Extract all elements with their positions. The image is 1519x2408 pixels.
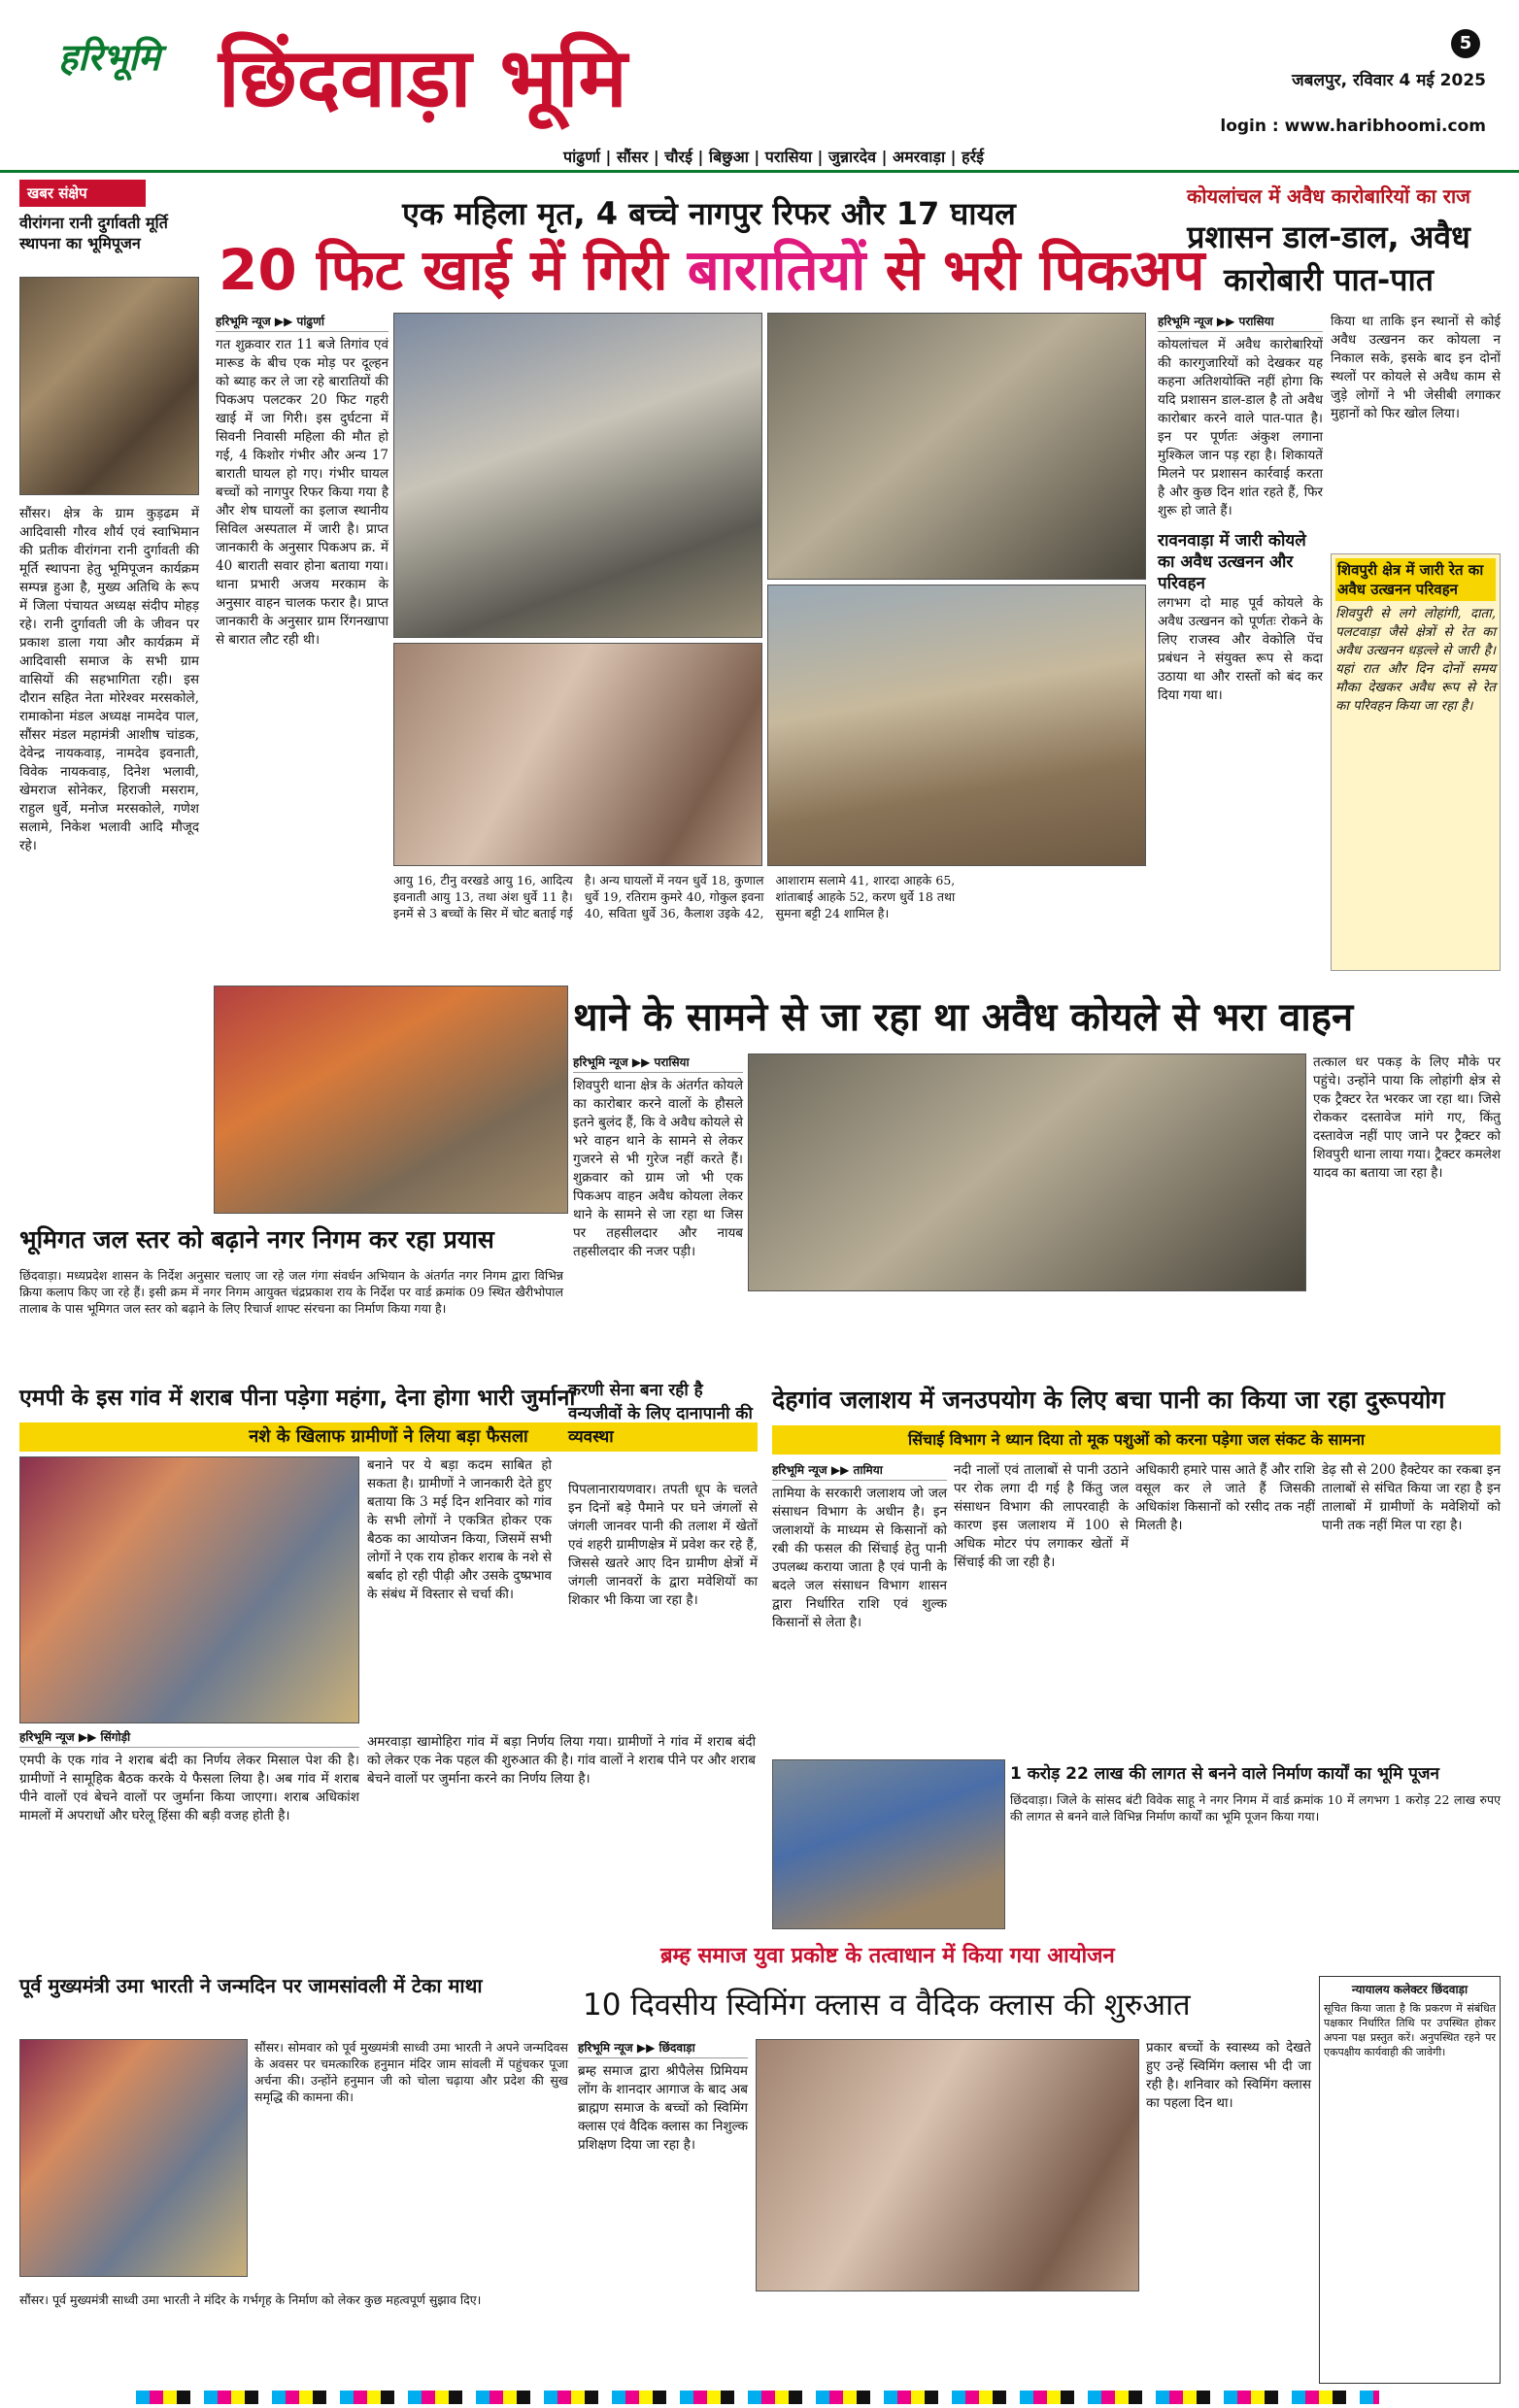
police-headline: थाने के सामने से जा रहा था अवैध कोयले से भरा वाहन (573, 995, 1354, 1040)
police-photo-1 (214, 986, 568, 1214)
town-item[interactable]: चौरई (664, 148, 692, 166)
accident-photo-2 (393, 643, 762, 866)
news-brief (19, 180, 199, 1219)
liquor-body-2: बनाने पर ये बड़ा कदम साबित हो सकता है। ग्रामीणों ने जानकारी देते हुए बताया कि 3 मई दिन शनिवार को गांव के सभी लोगों ने एकत्रित होकर एक बैठक का आयोजन किया, जिसमें सभी लोगों ने एक राय होकर शराब के नशे से बर्बाद हो रही पीढ़ी और उसके दुष्प्रभाव के संबंध में विस्तार से चर्चा की। (367, 1457, 552, 1602)
uma-caption: सौंसर। पूर्व मुख्यमंत्री साध्वी उमा भारती ने मंदिर के गर्भगृह के निर्माण को लेकर कुछ महत्वपूर्ण सुझाव दिए। (19, 2292, 482, 2307)
liquor-byline: हरिभूमि न्यूज ▶▶ सिंगोड़ी (19, 1728, 359, 1748)
town-item[interactable]: सौंसर (616, 148, 649, 166)
coal-col-2 (1331, 313, 1501, 983)
reservoir-body: तामिया के सरकारी जलाशय जो जल संसाधन विभाग के अधीन है। इन जलाशयों के माध्यम से किसानों को रबी की फसल की सिंचाई हेतु पानी उपलब्ध कराया जाता है एवं पानी के बदले जल संसाधन विभाग शासन द्वारा निर्धारित राशि एवं शुल्क किसानों से लेता है। (772, 1486, 947, 1630)
reservoir-col-1 (772, 1461, 947, 1757)
uma-body: सौंसर। सोमवार को पूर्व मुख्यमंत्री साध्वी उमा भारती ने अपने जन्मदिवस के अवसर पर चमत्कारिक हनुमान मंदिर जाम सांवली में पहुंचकर पूजा अर्चना की। उन्होंने हनुमान जी को चोला चढ़ाया और प्रदेश की सुख समृद्धि की कामना की। (254, 2040, 568, 2104)
town-item[interactable]: हर्रई (962, 148, 984, 166)
news-brief-photo (19, 277, 199, 495)
reservoir-headline: देहगांव जलाशय में जनउपयोग के लिए बचा पानी का किया जा रहा दुरूपयोग (772, 1386, 1445, 1414)
reservoir-body-3: अधिकारी हमारे पास आते हैं और राशि वसूल कर ले जाते हैं जिसकी अधिकांश किसानों को रसीद तक नहीं मिलती है। (1135, 1462, 1315, 1533)
reservoir-subhead: सिंचाई विभाग ने ध्यान दिया तो मूक पशुओं को करना पड़ेगा जल संकट के सामना (772, 1425, 1501, 1455)
accident-kicker: एक महिला मृत, 4 बच्चे नागपुर रिफर और 17 घायल (402, 195, 1016, 232)
accident-caption: आयु 16, टीनु वरखडे आयु 16, आदित्य इवनाती आयु 13, तथा अंश धुर्वे 11 है। इनमें से 3 बच्चों के सिर में चोट बताई गई है। अन्य घायलों में नयन धुर्वे 18, कुणाल धुर्वे 19, रतिराम कुमरे 40, गोकुल इवना 40, सविता धुर्वे 36, कैलाश उइके 42, आशाराम सलामे 41, शारदा आहके 65, शांताबाई आहके 52, करण धुर्वे 18 तथा सुमना बट्टी 24 शामिल है। (393, 873, 956, 920)
reservoir-body-4: डेढ़ सौ से 200 हैक्टेयर का रकबा इन तालाबों से संचित किया जा रहा है इन तालाबों में ग्रामीणों के मवेशियों को पानी तक नहीं मिल पा रहा है। (1322, 1462, 1501, 1533)
town-item[interactable]: परासिया (764, 148, 812, 166)
town-item[interactable]: जुन्नारदेव (827, 148, 877, 166)
karni-body: पिपलानारायणवार। तपती धूप के चलते इन दिनों बड़े पैमाने पर घने जंगलों से जंगली जानवर पानी की तलाश में खेतों एवं शहरी ग्रामीणक्षेत्र में प्रवेश कर रहे हैं, जिससे खतरे आए दिन ग्रामीण क्षेत्रों में जंगली जानवरों के द्वारा मवेशियों का शिकार भी किया जा रहा है। (568, 1482, 758, 1608)
liquor-col-1 (19, 1728, 359, 1961)
liquor-subhead: नशे के खिलाफ ग्रामीणों ने लिया बड़ा फैसला (19, 1422, 758, 1452)
masthead (0, 0, 1519, 146)
accident-headline-black: 20 फिट खाई में गिरी (219, 237, 668, 303)
brahm-headline: 10 दिवसीय स्विमिंग क्लास व वैदिक क्लास की शुरुआत (583, 1988, 1191, 2023)
accident-headline (219, 235, 1205, 305)
coal-sub-headline: रावनवाड़ा में जारी कोयले का अवैध उत्खनन और परिवहन (1158, 531, 1306, 593)
town-item[interactable]: बिछुआ (708, 148, 749, 166)
court-notice (1319, 1976, 1501, 2384)
brahm-kicker: ब्रम्ह समाज युवा प्रकोष्ट के तत्वाधान में किया गया आयोजन (660, 1944, 1115, 1968)
page-number: 5 (1459, 33, 1472, 53)
coal-body: कोयलांचल में अवैध कारोबारियों की कारगुजारियों को देखकर यह कहना अतिशयोक्ति नहीं होगा कि यदि प्रशासन डाल-डाल है तो अवैध कारोबार करने वाले पात-पात है। इन पर पूर्णतः अंकुश लगाना मुश्किल जान पड़ रहा है। शिकायतें मिलने पर प्रशासन कार्रवाई करता है और कुछ दिन शांत रहते हैं, फिर शुरू हो जाते हैं। (1158, 337, 1323, 518)
brahm-body-2: प्रकार बच्चों के स्वास्थ्य को देखते हुए उन्हें स्विमिंग क्लास भी दी जा रही है। शनिवार को स्विमिंग क्लास का पहला दिन था। (1146, 2040, 1311, 2111)
liquor-headline: एमपी के इस गांव में शराब पीना पड़ेगा महंगा, देना होगा भारी जुर्माना (19, 1386, 576, 1411)
accident-body: गत शुक्रवार रात 11 बजे तिगांव एवं मारूड के बीच एक मोड़ पर दूल्हन को ब्याह कर ले जा रहे बारातियों की पिकअप पलटकर 20 फिट गहरी खाई में जा गिरी। इस दुर्घटना में सिवनी निवासी महिला की मौत हो गई, 4 किशोर गंभीर और अन्य 17 बाराती घायल हो गए। गंभीर घायल बच्चों को नागपुर रिफर किया गया है और शेष घायलों का इलाज स्थानीय सिविल अस्पताल में जारी है। प्राप्त जानकारी के अनुसार पिकअप क्र. में 40 बाराती सवार होना बताया गया। थाना प्रभारी अजय मरकाम के अनुसार वाहन चालक फरार है। प्राप्त जानकारी के अनुसार ग्राम रिंगनखापा से बारात लौट रही थी। (216, 337, 388, 648)
brahm-photo (756, 2039, 1139, 2291)
construction-photo (772, 1759, 1005, 1929)
karni-headline: करणी सेना बना रही है वन्यजीवों के लिए दानापानी की व्यवस्था (568, 1381, 753, 1447)
coal-col-1 (1158, 313, 1323, 983)
coal-headline: प्रशासन डाल-डाल, अवैध कारोबारी पात-पात (1187, 218, 1470, 298)
police-body-2: तत्काल धर पकड़ के लिए मौके पर पहुंचे। उन्होंने पाया कि लोहांगी क्षेत्र से एक ट्रैक्टर रेत भरकर जा रहा था। जिसे रोककर दस्तावेज मांगे गए, किंतु दस्तावेज नहीं पाए जाने पर ट्रैक्टर को शिवपुरी थाना लाया गया। ट्रैक्टर कमलेश यादव का बताया जा रहा है। (1313, 1054, 1501, 1181)
news-brief-label: खबर संक्षेप (19, 180, 146, 207)
accident-byline: हरिभूमि न्यूज ▶▶ पांढुर्णा (216, 313, 388, 332)
town-list: पांढुर्णा | सौंसर | चौरई | बिछुआ | परासिया | जुन्नारदेव | अमरवाड़ा | हर्रई (563, 148, 984, 166)
court-notice-body: सूचित किया जाता है कि प्रकरण में संबंधित पक्षकार निर्धारित तिथि पर उपस्थित होकर अपना पक्ष प्रस्तुत करें। अनुपस्थित रहने पर एकपक्षीय कार्यवाही की जावेगी। (1324, 2002, 1496, 2058)
construction-body: छिंदवाड़ा। जिले के सांसद बंटी विवेक साहू ने नगर निगम में वार्ड क्रमांक 10 में लगभग 1 करोड़ 22 लाख रुपए की लागत से बनने वाले विभिन्न निर्माण कार्यों का भूमि पूजन किया गया। (1010, 1792, 1501, 1823)
coal-byline: हरिभूमि न्यूज ▶▶ परासिया (1158, 313, 1323, 332)
uma-photo (19, 2039, 248, 2277)
police-body: शिवपुरी थाना क्षेत्र के अंतर्गत कोयले का कारोबार करने वालों के हौसले इतने बुलंद हैं, कि वे अवैध कोयले से भरे वाहन थाने के सामने से लेकर गुजरने से भी गुरेज नहीं करते हैं। शुक्रवार को ग्राम जो भी एक पिकअप वाहन अवैध कोयला लेकर थाने के सामने से जा रहा था जिस पर तहसीलदार और नायब तहसीलदार की नजर पड़ी। (573, 1078, 743, 1259)
accident-photo-1 (393, 313, 762, 638)
town-item[interactable]: पांढुर्णा (563, 148, 600, 166)
reservoir-body-2: नदी नालों एवं तालाबों से पानी उठाने पर रोक लगा दी गई है किंतु जल संसाधन विभाग की लापरवाही के कारण इस जलाशय में 100 से अधिक मोटर पंप लगाकर खेतों में सिंचाई की जा रही है। (954, 1462, 1129, 1570)
coal-sub-body: लगभग दो माह पूर्व कोयले के अवैध उत्खनन को पूर्णतः रोकने के लिए राजस्व और वेकोलि पेंच प्रबंधन ने संयुक्त रूप से कदा उठाया था और रास्तों को बंद कर दिया गया था। (1158, 595, 1323, 703)
page-number-badge (1451, 29, 1480, 58)
groundwater-body: छिंदवाड़ा। मध्यप्रदेश शासन के निर्देश अनुसार चलाए जा रहे जल गंगा संवर्धन अभियान के अंतर्गत नगर निगम द्वारा विभिन्न क्रिया कलाप किए जा रहे हैं। इसी क्रम में नगर निगम आयुक्त चंद्रप्रकाश राय के निर्देश पर वार्ड क्रमांक 09 स्थित खैरीभोपाल तालाब के पास भूमिगत जल स्तर को बढ़ाने के लिए रिचार्ज शाफ्ट संरचना का निर्माण किया गया है। (19, 1268, 563, 1316)
liquor-photo (19, 1456, 359, 1723)
coal-box-headline: शिवपुरी क्षेत्र में जारी रेत का अवैध उत्खनन परिवहन (1335, 558, 1496, 601)
police-byline: हरिभूमि न्यूज ▶▶ परासिया (573, 1054, 743, 1073)
brahm-col-1 (578, 2039, 748, 2389)
color-strip (136, 2391, 1379, 2404)
police-tractor-photo (748, 1054, 1306, 1291)
news-brief-body: सौंसर। क्षेत्र के ग्राम कुड़ढम में आदिवासी गौरव शौर्य एवं स्वाभिमान की प्रतीक वीरांगना रानी दुर्गावती की मूर्ति स्थापना हेतु भूमिपूजन कार्यक्रम सम्पन्न हुआ है, मुख्य अतिथि के रूप में जिला पंचायत अध्यक्ष संदीप मोहड़ रहे। रानी दुर्गावती जी के जीवन पर प्रकाश डाला गया और कार्यक्रम में आदिवासी समाज के सभी ग्राम वासियों की सहभागिता रही। इस दौरान सहित नेता मोरेश्वर मरसकोले, रामाकोना मंडल अध्यक्ष नामदेव पाल, सौंसर मंडल महामंत्री आशीष चांडक, देवेन्द्र नायकवाड़, नामदेव इवनाती, विवेक नायकवाड़, दिनेश भलावी, खेमराज सोनेकर, हिराजी मसराम, राहुल धुर्वे, मनोज मरसकोले, गणेश सलामे, निकेश भलावी आदि मौजूद रहे। (19, 506, 199, 853)
groundwater-headline: भूमिगत जल स्तर को बढ़ाने नगर निगम कर रहा प्रयास (19, 1225, 494, 1254)
police-col-1 (573, 1054, 743, 1413)
court-notice-title: न्यायालय कलेक्टर छिंदवाड़ा (1351, 1983, 1468, 1996)
coal-side-body: किया था ताकि इन स्थानों से कोई अवैध उत्खनन कर कोयला न निकाल सके, इसके बाद इन दोनों स्थलों पर कोयले से अवैध काम से जुड़े लोगों ने भी जेसीबी लगाकर मुहानों को फिर खोल लिया। (1331, 314, 1501, 421)
accident-headline-red: से भरी पिकअप (885, 237, 1205, 303)
news-brief-headline: वीरांगना रानी दुर्गावती मूर्ति स्थापना का भूमिपूजन (19, 214, 168, 252)
accident-text-column (216, 313, 388, 992)
brahm-body: ब्रम्ह समाज द्वारा श्रीपैलेस प्रिमियम लोंग के शानदार आगाज के बाद अब ब्राह्मण समाज के बच्चों को स्विमिंग क्लास एवं वैदिक क्लास का निशुल्क प्रशिक्षण दिया जा रहा है। (578, 2063, 748, 2153)
accident-photo-3 (767, 313, 1146, 580)
accident-headline-pink: बारातियों (687, 237, 866, 303)
uma-headline: पूर्व मुख्यमंत्री उमा भारती ने जन्मदिन पर जामसांवली में टेका माथा (19, 1974, 483, 1997)
reservoir-byline: हरिभूमि न्यूज ▶▶ तामिया (772, 1461, 947, 1481)
coal-kicker: कोयलांचल में अवैध कारोबारियों का राज (1187, 184, 1470, 208)
brahm-byline: हरिभूमि न्यूज ▶▶ छिंदवाड़ा (578, 2039, 748, 2058)
brand-logo: हरिभूमि (58, 35, 160, 79)
liquor-body: एमपी के एक गांव ने शराब बंदी का निर्णय लेकर मिसाल पेश की है। ग्रामीणों ने सामूहिक बैठक करके ये फैसला लिया है। अब गांव में शराब पीने वालों एवं बेचने वालों पर जुर्माना किया जाएगा। शराब अधिकांश मामलों में अपराधों और घरेलू हिंसा की बड़ी वजह होती है। (19, 1753, 359, 1823)
edition-title: छिंदवाड़ा भूमि (219, 29, 627, 125)
coal-box-body: शिवपुरी से लगे लोहांगी, दाता, पलटवाड़ा जैसे क्षेत्रों से रेत का अवैध उत्खनन धड़ल्ले से जारी है। यहां रात और दिन दोनों समय मौका देखकर अवैध रूप से रेत का परिवहन किया जा रहा है। (1335, 606, 1496, 714)
liquor-body-3: अमरवाड़ा खामोहिरा गांव में बड़ा निर्णय लिया गया। ग्रामीणों ने गांव में शराब बंदी को लेकर एक नेक पहल की शुरुआत की है। गांव वालों ने शराब पीने पर और शराब बेचने वालों पर जुर्माना करने का निर्णय लिया है। (367, 1734, 756, 1787)
town-bar (0, 144, 1519, 173)
dateline: जबलपुर, रविवार 4 मई 2025 (1292, 71, 1486, 90)
login-url[interactable]: login : www.haribhoomi.com (1220, 117, 1486, 136)
accident-photo-4 (767, 585, 1146, 866)
construction-headline: 1 करोड़ 22 लाख की लागत से बनने वाले निर्माण कार्यों का भूमि पूजन (1010, 1764, 1439, 1784)
town-item[interactable]: अमरवाड़ा (893, 148, 946, 166)
coal-box (1331, 553, 1501, 971)
